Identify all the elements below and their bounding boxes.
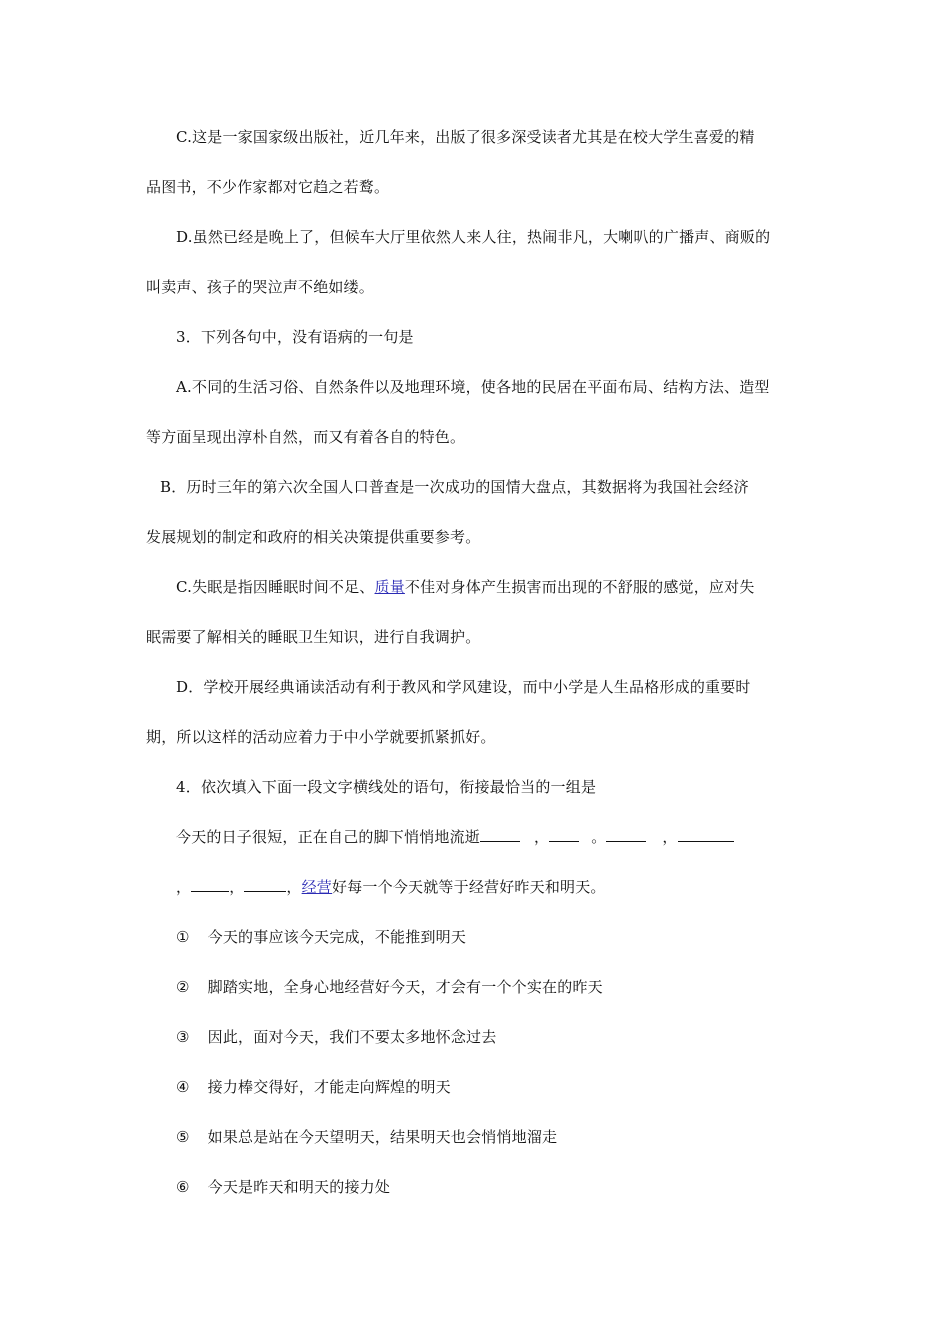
q4-sentence-1 [176, 927, 466, 947]
q3-option-a-line1: A.不同的生活习俗、自然条件以及地理环境，使各地的民居在平面布局、结构方法、造型 [176, 378, 770, 396]
q4-passage-line1 [176, 827, 734, 847]
q4-sentence-text: 今天的事应该今天完成，不能推到明天 [207, 928, 467, 946]
q3-option-d-line2: 期，所以这样的活动应着力于中小学就要抓紧抓好。 [146, 728, 496, 746]
q3-option-b-line1: B．历时三年的第六次全国人口普查是一次成功的国情大盘点，其数据将为我国社会经济 [160, 478, 749, 496]
q3-option-c-line2: 眠需要了解相关的睡眠卫生知识，进行自我调护。 [146, 628, 481, 646]
q4-passage-end: 好每一个今天就等于经营好昨天和明天。 [332, 878, 606, 896]
manage-link[interactable]: 经营 [301, 878, 333, 896]
comma: ， [229, 878, 245, 896]
q4-passage-line2 [176, 877, 606, 897]
comma: ， [534, 828, 550, 846]
q4-sentence-text: 今天是昨天和明天的接力处 [207, 1178, 391, 1196]
comma: ， [176, 878, 192, 896]
comma: ， [286, 878, 302, 896]
comma: ， [662, 828, 678, 846]
q4-sentence-text: 脚踏实地，全身心地经营好今天，才会有一个个实在的昨天 [207, 978, 603, 996]
q4-sentence-number: ② [176, 978, 190, 996]
q4-sentence-3 [176, 1027, 496, 1047]
blank-4 [678, 827, 734, 842]
q3-option-c-line1 [176, 577, 755, 597]
blank-2 [549, 827, 579, 842]
q4-sentence-2 [176, 977, 603, 997]
q2-option-d-line2: 叫卖声、孩子的哭泣声不绝如缕。 [146, 278, 375, 296]
q4-passage-start: 今天的日子很短，正在自己的脚下悄悄地流逝 [176, 828, 481, 846]
q4-sentence-text: 如果总是站在今天望明天，结果明天也会悄悄地溜走 [207, 1128, 558, 1146]
q3-option-d-line1: D．学校开展经典诵读活动有利于教风和学风建设，而中小学是人生品格形成的重要时 [176, 678, 751, 696]
q4-sentence-number: ④ [176, 1078, 190, 1096]
q4-stem: 4．依次填入下面一段文字横线处的语句，衔接最恰当的一组是 [176, 778, 597, 796]
blank-1 [480, 827, 520, 842]
q4-sentence-text: 接力棒交得好，才能走向辉煌的明天 [207, 1078, 451, 1096]
period: 。 [591, 828, 607, 846]
q3-stem: 3．下列各句中，没有语病的一句是 [176, 328, 414, 346]
q4-sentence-5 [176, 1127, 557, 1147]
q3-option-c-text-pre: C.失眠是指因睡眠时间不足、 [176, 578, 375, 596]
q4-sentence-4 [176, 1077, 451, 1097]
q4-sentence-number: ① [176, 928, 190, 946]
q3-option-b-line2: 发展规划的制定和政府的相关决策提供重要参考。 [146, 528, 481, 546]
q4-sentence-number: ⑥ [176, 1178, 190, 1196]
q2-option-c-line1: C.这是一家国家级出版社，近几年来，出版了很多深受读者尤其是在校大学生喜爱的精 [176, 128, 755, 146]
q3-option-a-line2: 等方面呈现出淳朴自然，而又有着各自的特色。 [146, 428, 466, 446]
q2-option-d-line1: D.虽然已经是晚上了，但候车大厅里依然人来人往，热闹非凡，大喇叭的广播声、商贩的 [176, 228, 771, 246]
q4-sentence-6 [176, 1177, 390, 1197]
q4-sentence-number: ③ [176, 1028, 190, 1046]
q2-option-c-line2: 品图书，不少作家都对它趋之若鹜。 [146, 178, 390, 196]
q3-option-c-text-post: 不佳对身体产生损害而出现的不舒服的感觉，应对失 [404, 578, 755, 596]
q4-sentence-number: ⑤ [176, 1128, 190, 1146]
blank-6 [244, 877, 286, 892]
blank-5 [191, 877, 229, 892]
blank-3 [606, 827, 646, 842]
q4-sentence-text: 因此，面对今天，我们不要太多地怀念过去 [207, 1028, 497, 1046]
quality-link[interactable]: 质量 [374, 578, 405, 596]
